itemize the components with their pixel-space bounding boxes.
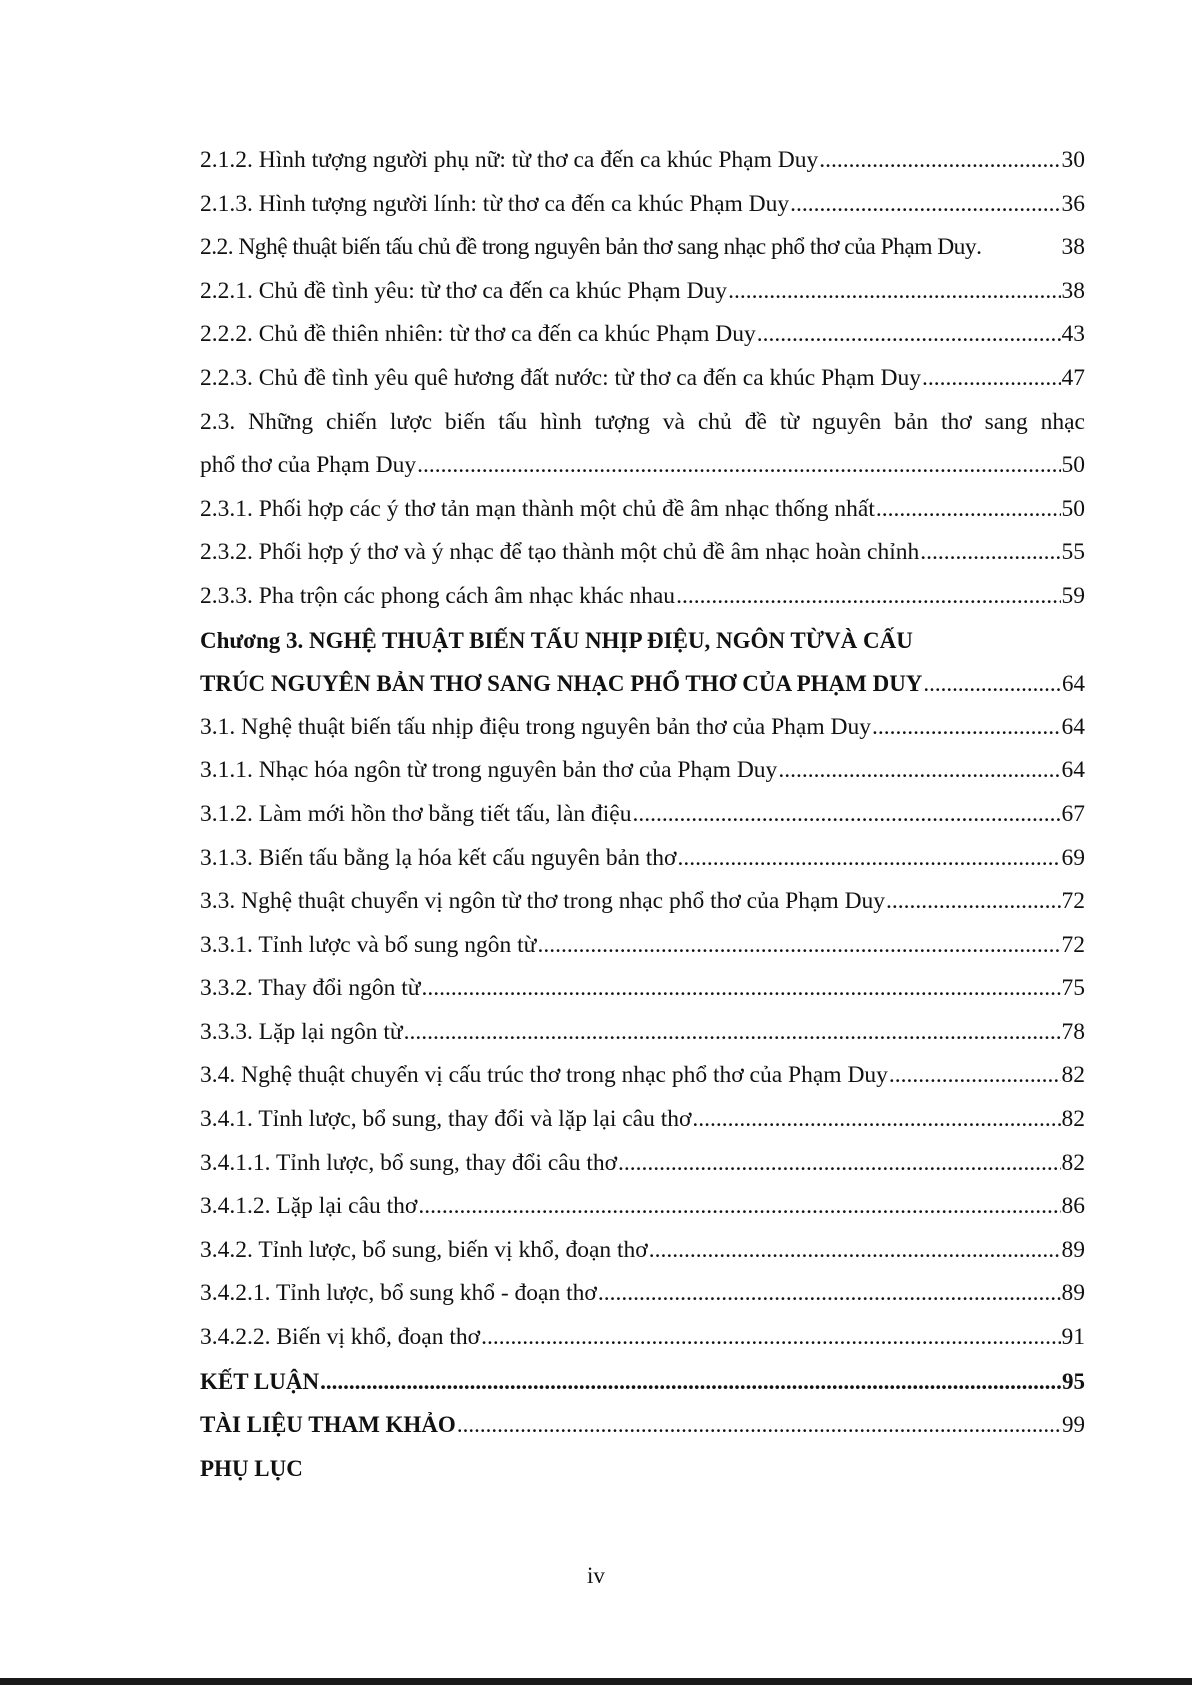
toc-entry[interactable] xyxy=(200,1229,1085,1273)
toc-entry-title: 2.2.3. Chủ đề tình yêu quê hương đất nước: từ thơ ca đến ca khúc Phạm Duy xyxy=(200,364,921,391)
toc-leader-dots xyxy=(876,488,1061,532)
toc-entry-title: 3.4.1.2. Lặp lại câu thơ xyxy=(200,1193,418,1220)
toc-leader-dots xyxy=(320,1360,1061,1404)
toc-leader-dots xyxy=(790,183,1060,227)
toc-entry-page: 64 xyxy=(1062,671,1085,697)
toc-entry-title: PHỤ LỤC xyxy=(200,1455,303,1481)
toc-entry-title: TÀI LIỆU THAM KHẢO xyxy=(200,1412,456,1438)
toc-entry[interactable] xyxy=(200,488,1085,532)
toc-entry-title: 2.3.3. Pha trộn các phong cách âm nhạc khác nhau xyxy=(200,582,676,609)
toc-entry-title: 3.3.2. Thay đổi ngôn từ xyxy=(200,975,421,1002)
toc-leader-dots xyxy=(920,531,1060,575)
toc-leader-dots xyxy=(422,967,1061,1011)
toc-entry[interactable] xyxy=(200,793,1085,837)
toc-leader-dots xyxy=(418,1185,1060,1229)
toc-entry-conclusion[interactable] xyxy=(200,1360,1085,1404)
toc-entry[interactable] xyxy=(200,1054,1085,1098)
toc-entry-page: 64 xyxy=(1061,713,1085,740)
toc-entry-line-2[interactable] xyxy=(200,444,1085,488)
toc-entry-page: 38 xyxy=(1061,234,1085,261)
toc-entry[interactable] xyxy=(200,531,1085,575)
toc-leader-dots xyxy=(677,837,1060,881)
toc-entry-title: 2.2. Nghệ thuật biến tấu chủ đề trong nguyên bản thơ sang nhạc phổ thơ của Phạm Duy xyxy=(200,234,977,261)
toc-entry-title: 3.4.2.1. Tỉnh lược, bổ sung khổ - đoạn thơ xyxy=(200,1280,597,1307)
toc-entry[interactable] xyxy=(200,313,1085,357)
toc-entry-page: 55 xyxy=(1061,539,1085,566)
toc-entry-title: 2.1.3. Hình tượng người lính: từ thơ ca đến ca khúc Phạm Duy xyxy=(200,190,790,217)
toc-entry-title: 2.2.2. Chủ đề thiên nhiên: từ thơ ca đến ca khúc Phạm Duy xyxy=(200,321,756,348)
toc-entry-page: 78 xyxy=(1061,1018,1085,1045)
toc-entry-title: 3.1.2. Làm mới hồn thơ bằng tiết tấu, làn điệu xyxy=(200,800,632,827)
toc-entry-title: TRÚC NGUYÊN BẢN THƠ SANG NHẠC PHỔ THƠ CỦA PHẠM DUY xyxy=(200,671,923,697)
toc-entry-page: 69 xyxy=(1061,844,1085,871)
toc-entry-title: 3.4.1. Tỉnh lược, bổ sung, thay đổi và lặp lại câu thơ xyxy=(200,1106,692,1133)
toc-leader-dots xyxy=(632,793,1060,837)
toc-entry-page: 95 xyxy=(1062,1368,1085,1394)
toc-entry-title: KẾT LUẬN xyxy=(200,1368,320,1394)
toc-entry[interactable] xyxy=(200,1098,1085,1142)
toc-leader-dots xyxy=(819,139,1060,183)
toc-entry[interactable] xyxy=(200,967,1085,1011)
toc-entry-page: 89 xyxy=(1061,1236,1085,1263)
toc-entry-title: 3.4.2. Tỉnh lược, bổ sung, biến vị khổ, đoạn thơ xyxy=(200,1236,648,1263)
page-number: iv xyxy=(587,1563,605,1588)
toc-entry-appendix[interactable] xyxy=(200,1447,1085,1491)
toc-entry-title: 3.3. Nghệ thuật chuyển vị ngôn từ thơ trong nhạc phổ thơ của Phạm Duy xyxy=(200,888,886,915)
toc-entry-title: phổ thơ của Phạm Duy xyxy=(200,452,417,479)
toc-entry-references[interactable] xyxy=(200,1403,1085,1447)
toc-entry-title: Chương 3. NGHỆ THUẬT BIẾN TẤU NHỊP ĐIỆU, NGÔN TỪVÀ CẤU xyxy=(200,627,913,653)
toc-entry-page: 72 xyxy=(1061,931,1085,958)
toc-entry-line-1[interactable] xyxy=(200,401,1085,445)
toc-entry[interactable] xyxy=(200,357,1085,401)
toc-leader-dots xyxy=(886,880,1060,924)
toc-leader-dots xyxy=(923,662,1061,706)
toc-leader-dots xyxy=(537,924,1060,968)
table-of-contents xyxy=(200,139,1085,1490)
toc-entry[interactable] xyxy=(200,1011,1085,1055)
toc-entry-title: 3.3.3. Lặp lại ngôn từ xyxy=(200,1018,403,1045)
toc-leader-dots xyxy=(692,1098,1060,1142)
toc-entry[interactable] xyxy=(200,749,1085,793)
toc-leader-dots xyxy=(872,706,1061,750)
toc-entry[interactable] xyxy=(200,706,1085,750)
toc-entry-page: 38 xyxy=(1061,277,1085,304)
toc-entry-page: 64 xyxy=(1061,757,1085,784)
toc-entry-title: 2.3.2. Phối hợp ý thơ và ý nhạc để tạo thành một chủ đề âm nhạc hoàn chỉnh xyxy=(200,539,920,566)
toc-entry[interactable] xyxy=(200,575,1085,619)
toc-entry-page: 82 xyxy=(1061,1062,1085,1089)
toc-entry-title: 3.4. Nghệ thuật chuyển vị cấu trúc thơ trong nhạc phổ thơ của Phạm Duy xyxy=(200,1062,888,1089)
toc-leader-dots xyxy=(618,1142,1060,1186)
toc-leader-dots xyxy=(457,1403,1061,1447)
toc-entry-page: 36 xyxy=(1061,190,1085,217)
toc-entry-title: 2.1.2. Hình tượng người phụ nữ: từ thơ ca đến ca khúc Phạm Duy xyxy=(200,147,819,173)
toc-entry-title: 2.3.1. Phối hợp các ý thơ tản mạn thành một chủ đề âm nhạc thống nhất xyxy=(200,495,875,522)
toc-entry-page: 86 xyxy=(1061,1193,1085,1220)
toc-entry-title: 3.3.1. Tỉnh lược và bổ sung ngôn từ xyxy=(200,931,537,958)
toc-leader-dots: . xyxy=(976,234,982,261)
toc-entry[interactable] xyxy=(200,880,1085,924)
toc-entry-page: 67 xyxy=(1061,800,1085,827)
toc-leader-dots xyxy=(404,1011,1061,1055)
toc-entry-title: 3.1. Nghệ thuật biến tấu nhịp điệu trong nguyên bản thơ của Phạm Duy xyxy=(200,713,871,740)
toc-entry[interactable] xyxy=(200,1272,1085,1316)
toc-chapter-heading-line-1[interactable] xyxy=(200,619,1085,663)
toc-entry-page: 43 xyxy=(1061,321,1085,348)
toc-entry-title: 3.1.1. Nhạc hóa ngôn từ trong nguyên bản thơ của Phạm Duy xyxy=(200,757,778,784)
toc-entry[interactable] xyxy=(200,837,1085,881)
toc-entry[interactable] xyxy=(200,1185,1085,1229)
toc-entry-page: 89 xyxy=(1061,1280,1085,1307)
toc-entry-page: 30 xyxy=(1061,147,1085,173)
toc-entry-page: 99 xyxy=(1062,1412,1085,1438)
toc-entry-page: 75 xyxy=(1061,975,1085,1002)
toc-entry[interactable] xyxy=(200,226,1085,270)
toc-entry-page: 91 xyxy=(1061,1324,1085,1351)
toc-entry-page: 82 xyxy=(1061,1149,1085,1176)
toc-entry[interactable] xyxy=(200,270,1085,314)
toc-entry[interactable] xyxy=(200,183,1085,227)
toc-leader-dots xyxy=(922,357,1061,401)
toc-entry-page: 59 xyxy=(1061,582,1085,609)
toc-entry-title: 3.4.1.1. Tỉnh lược, bổ sung, thay đổi câu thơ xyxy=(200,1149,618,1176)
toc-entry-page: 72 xyxy=(1061,888,1085,915)
toc-leader-dots xyxy=(481,1316,1060,1360)
toc-entry-page: 82 xyxy=(1061,1106,1085,1133)
toc-leader-dots xyxy=(757,313,1061,357)
toc-leader-dots xyxy=(417,444,1060,488)
toc-leader-dots xyxy=(889,1054,1061,1098)
toc-entry-page: 50 xyxy=(1061,452,1085,479)
toc-entry-page: 50 xyxy=(1061,495,1085,522)
toc-entry-page: 47 xyxy=(1061,364,1085,391)
toc-leader-dots xyxy=(676,575,1060,619)
toc-leader-dots xyxy=(598,1272,1061,1316)
toc-leader-dots xyxy=(728,270,1060,314)
toc-leader-dots xyxy=(778,749,1060,793)
toc-entry-title: 2.3. Những chiến lược biến tấu hình tượng và chủ đề từ nguyên bản thơ sang nhạc xyxy=(200,408,1085,435)
bottom-border xyxy=(0,1678,1192,1685)
toc-entry[interactable] xyxy=(200,1142,1085,1186)
toc-entry-title: 3.1.3. Biến tấu bằng lạ hóa kết cấu nguyên bản thơ xyxy=(200,844,677,871)
toc-entry[interactable] xyxy=(200,924,1085,968)
toc-chapter-heading-line-2[interactable] xyxy=(200,662,1085,706)
toc-entry[interactable] xyxy=(200,1316,1085,1360)
toc-entry-title: 3.4.2.2. Biến vị khổ, đoạn thơ xyxy=(200,1324,481,1351)
toc-entry[interactable] xyxy=(200,139,1085,183)
toc-entry-title: 2.2.1. Chủ đề tình yêu: từ thơ ca đến ca khúc Phạm Duy xyxy=(200,277,728,304)
toc-leader-dots xyxy=(649,1229,1061,1273)
